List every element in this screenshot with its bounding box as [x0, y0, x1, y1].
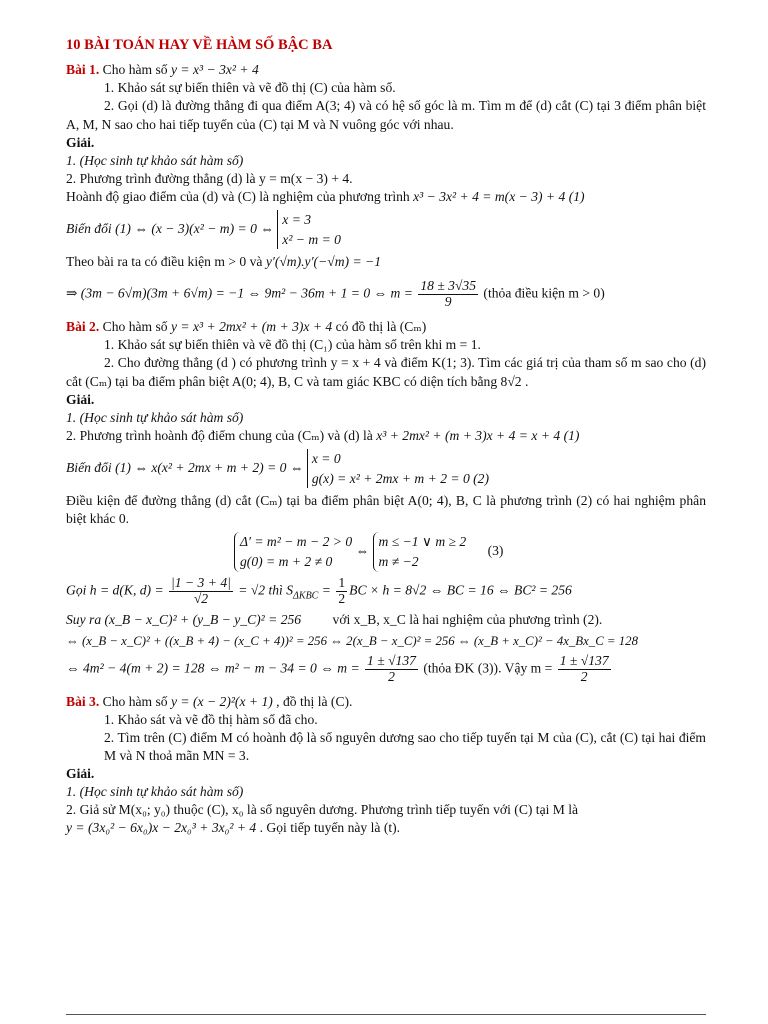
document-page [66, 36, 706, 837]
problem-2-label: Bài 2. [66, 319, 100, 335]
problem-1-solution-heading: Giải. [66, 134, 95, 150]
problem-2-solution-fraction [365, 654, 418, 685]
problem-3-question-2: 2. Tìm trên (C) điểm M có hoành độ là số nguyên dương sao cho tiếp tuyến tại M của (C), cắt (C) tại hai điểm M và N thoả mãn MN = 3. [104, 729, 706, 763]
problem-2-equivalence: ⇔ [352, 543, 373, 559]
problem-2-condition-1: Δ′ = m² − m − 2 > 0 [240, 534, 353, 550]
problem-2-step-2-text: 2. Phương trình hoành độ điểm chung của (Cₘ) và (d) là [66, 427, 377, 443]
problem-2-result-1: m ≤ −1 ∨ m ≥ 2 [378, 534, 467, 550]
problem-2-distance: Gọi h = d(K, d) = [66, 582, 168, 598]
problem-2-condition-result [373, 532, 467, 571]
problem-2-step-9 [66, 654, 706, 685]
problem-2-result-2: m ≠ −2 [378, 554, 419, 570]
problem-2-question-2: 2. Cho đường thẳng (d ) có phương trình y = x + 4 và điểm K(1; 3). Tìm các giá trị của tham số m sao cho (d) cắt (Cₘ) tại ba điểm phân biệt A(0; 4), B, C và tam giác KBC có diện tích bằng 8√2 . [66, 355, 706, 389]
problem-1-transform: Biến đổi (1) ⇔ (x − 3)(x² − m) = 0 ⇔ [66, 220, 278, 236]
footer-divider [66, 1014, 706, 1015]
fraction-numerator: |1 − 3 + 4| [171, 574, 231, 590]
page-title: 10 BÀI TOÁN HAY VỀ HÀM SỐ BẬC BA [66, 37, 333, 53]
problem-2-final-fraction [558, 654, 611, 685]
problem-2-condition-2: g(0) = m + 2 ≠ 0 [240, 554, 333, 570]
problem-2-quadratic: ⇔ 4m² − 4(m + 2) = 128 ⇔ m² − m − 34 = 0 ⇔ m = [66, 660, 364, 676]
problem-1-question-1: 1. Khảo sát sự biến thiên và vẽ đồ thị (C) của hàm số. [104, 80, 396, 96]
problem-2-equation-tag: (3) [487, 543, 504, 559]
problem-2-case-system [307, 449, 489, 488]
fraction-numerator: 1 [338, 574, 346, 590]
fraction-denominator: 9 [444, 294, 452, 310]
problem-2-case-2: g(x) = x² + 2mx + m + 2 = 0 (2) [311, 470, 490, 486]
problem-1-equation-1: x³ − 3x² + 4 = m(x − 3) + 4 (1) [413, 188, 585, 204]
problem-3-intro: Cho hàm số [99, 693, 171, 709]
problem-1-step-3 [66, 188, 706, 206]
problem-2-equation-1: x³ + 2mx² + (m + 3)x + 4 = x + 4 (1) [376, 427, 580, 443]
problem-1-question-2: 2. Gọi (d) là đường thẳng đi qua điểm A(3; 4) và có hệ số góc là m. Tìm m để (d) cắt (C) tại 3 điểm phân biệt A, M, N sao cho hai tiếp tuyến của (C) tại M và N vuông góc với nhau. [66, 98, 706, 132]
problem-2-solution-heading: Giải. [66, 391, 95, 407]
problem-1-case-2: x² − m = 0 [282, 231, 341, 247]
problem-2-conclusion: (thỏa ĐK (3)). Vậy m = [419, 660, 556, 676]
problem-2-area-eq: = [318, 582, 335, 598]
problem-2-intro-tail: có đồ thị là (Cₘ) [332, 319, 427, 335]
problem-2-step-4: Điều kiện để đường thẳng (d) cắt (Cₘ) tại ba điểm phân biệt A(0; 4), B, C là phương trình (2) có hai nghiệm phân biệt khác 0. [66, 493, 706, 527]
problem-1-statement [66, 61, 706, 79]
problem-2-function: y = x³ + 2mx² + (m + 3)x + 4 [170, 319, 333, 335]
problem-2-step-5 [66, 532, 706, 571]
problem-1-label: Bài 1. [66, 62, 100, 78]
problem-1-result-fraction [418, 279, 478, 310]
fraction-numerator: 1 ± √137 [367, 652, 416, 668]
problem-2-question-1: 1. Khảo sát sự biến thiên và vẽ đồ thị (C₁) của hàm số trên khi m = 1. [104, 337, 481, 353]
problem-2-step-3 [66, 449, 706, 488]
problem-1-step-4 [66, 210, 706, 249]
problem-2-roots-note: với x_B, x_C là hai nghiệm của phương trình (2). [332, 611, 603, 627]
problem-3-statement [66, 693, 706, 711]
problem-3-step-2: 2. Giả sử M(x₀; y₀) thuộc (C), x₀ là số nguyên dương. Phương trình tiếp tuyến với (C) tại M là [66, 802, 579, 818]
problem-1-case-1: x = 3 [282, 211, 312, 227]
problem-1-intro: Cho hàm số [99, 62, 171, 78]
problem-1-step-5 [66, 253, 706, 271]
problem-2-distance-eq: Suy ra (x_B − x_C)² + (y_B − y_C)² = 256 [66, 611, 302, 627]
problem-2-distance-fraction [169, 576, 233, 607]
problem-2-transform: Biến đổi (1) ⇔ x(x² + 2mx + m + 2) = 0 ⇔ [66, 459, 307, 475]
fraction-denominator: 2 [338, 590, 346, 606]
problem-2-step-6 [66, 576, 706, 607]
problem-2-half-fraction [336, 576, 347, 607]
problem-2-area-prefix: = √2 thì S [234, 582, 294, 598]
problem-1-step-3-text: Hoành độ giao điểm của (d) và (C) là nghiệm của phương trình [66, 188, 414, 204]
problem-3-question-1: 1. Khảo sát và vẽ đồ thị hàm số đã cho. [104, 711, 318, 727]
problem-3-intro-tail: , đồ thị là (C). [272, 693, 353, 709]
problem-3-step-3 [66, 819, 706, 837]
fraction-denominator: √2 [193, 590, 209, 606]
problem-2-condition-system [234, 532, 352, 571]
fraction-numerator: 1 ± √137 [559, 652, 609, 668]
problem-3-tangent-eq: y = (3x₀² − 6x₀)x − 2x₀³ + 3x₀² + 4 [66, 820, 257, 836]
problem-3-function: y = (x − 2)²(x + 1) [170, 693, 273, 709]
problem-2-statement [66, 318, 706, 336]
problem-3-step-1: 1. (Học sinh tự khảo sát hàm số) [66, 784, 244, 800]
problem-1-case-system [277, 210, 341, 249]
problem-1-step-2: 2. Phương trình đường thẳng (d) là y = m(x − 3) + 4. [66, 170, 353, 186]
problem-1-condition-text: Theo bài ra ta có điều kiện m > 0 và [66, 254, 266, 270]
problem-2-case-1: x = 0 [311, 450, 341, 466]
problem-1-step-1: 1. (Học sinh tự khảo sát hàm số) [66, 152, 244, 168]
problem-2-step-2 [66, 427, 706, 445]
problem-1-function: y = x³ − 3x² + 4 [170, 62, 259, 78]
problem-2-step-8: ⇔ (x_B − x_C)² + ((x_B + 4) − (x_C + 4))² = 256 ⇔ 2(x_B − x_C)² = 256 ⇔ (x_B + x_C)² − 4x_Bx_C = 128 [66, 633, 638, 648]
fraction-denominator: 2 [580, 668, 588, 684]
problem-2-intro: Cho hàm số [99, 319, 171, 335]
problem-2-step-1: 1. (Học sinh tự khảo sát hàm số) [66, 409, 244, 425]
problem-1-derivation: ⇒ (3m − 6√m)(3m + 6√m) = −1 ⇔ 9m² − 36m + 1 = 0 ⇔ m = [66, 285, 417, 301]
problem-2-area-result: BC × h = 8√2 ⇔ BC = 16 ⇔ BC² = 256 [349, 582, 572, 598]
problem-2-step-7 [66, 611, 706, 629]
problem-3-label: Bài 3. [66, 693, 100, 709]
problem-2-area-subscript: ΔKBC [293, 590, 319, 602]
problem-1-condition-eq: y′(√m).y′(−√m) = −1 [265, 254, 382, 270]
fraction-numerator: 18 ± 3√35 [420, 278, 477, 294]
problem-1-step-6 [66, 279, 706, 310]
problem-1-result-note: (thỏa điều kiện m > 0) [480, 285, 605, 301]
problem-3-tangent-note: . Gọi tiếp tuyến này là (t). [256, 820, 401, 836]
problem-3-solution-heading: Giải. [66, 766, 95, 782]
fraction-denominator: 2 [388, 668, 395, 684]
